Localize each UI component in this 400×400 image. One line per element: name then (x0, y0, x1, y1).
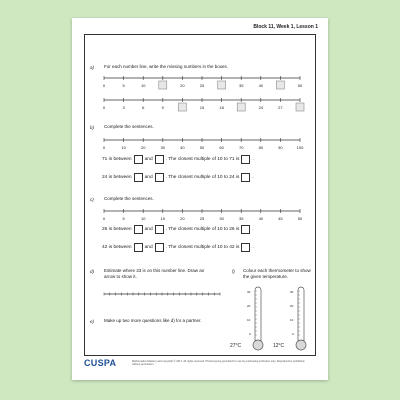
sentence-b1-end: . (252, 157, 254, 162)
tick-label: 35 (238, 216, 244, 221)
answer-box[interactable] (155, 155, 164, 164)
question-d-label: d) (90, 269, 95, 274)
question-d-text: Estimate where 33 is on this number line. Draw an arrow to show it. (104, 268, 205, 279)
sentence-c2-end: . (252, 245, 254, 250)
tick-label: 0 (102, 83, 106, 88)
thermometer-27[interactable] (244, 285, 272, 353)
sentence-b1-and: and (144, 157, 153, 162)
tick-label: 90 (278, 145, 283, 150)
tick-label: 6 (142, 105, 145, 110)
question-a-instruction: For each number line, write the missing numbers in the boxes. (104, 64, 229, 69)
sentence-c2-start: 42 is between (102, 245, 132, 250)
sentence-c1-start: 26 is between (102, 227, 132, 232)
sentence-b1-start: 71 is between (102, 157, 132, 162)
tick-label: 40 (258, 216, 264, 221)
thermometer-27-scale-30: 30 (247, 290, 251, 294)
answer-box[interactable] (241, 243, 250, 252)
sentence-b2-end: . (252, 175, 254, 180)
thermometer-27-scale-10: 10 (247, 318, 251, 322)
sentence-c2-and: and (144, 245, 153, 250)
missing-number-box[interactable] (296, 103, 304, 111)
number-line-a2 (102, 96, 302, 116)
tick-label: 3 (122, 105, 125, 110)
tick-label: 30 (160, 145, 166, 150)
sentence-b2-mid: . The closest multiple of 10 to 24 is (165, 175, 240, 180)
sentence-b2 (102, 173, 254, 182)
cusp-logo: CUSPA (84, 358, 117, 368)
missing-number-box[interactable] (178, 103, 186, 111)
number-line-d (102, 290, 222, 300)
tick-label: 30 (219, 216, 224, 221)
tick-label: 50 (297, 216, 303, 221)
tick-label: 80 (258, 145, 264, 150)
tick-label: 25 (199, 83, 205, 88)
tick-label: 35 (238, 83, 244, 88)
tick-label: 50 (297, 83, 303, 88)
tick-label: 40 (258, 83, 264, 88)
sentence-c1-mid: . The closest multiple of 10 to 26 is (165, 227, 240, 232)
answer-box[interactable] (134, 225, 143, 234)
answer-box[interactable] (155, 173, 164, 182)
question-f-text: Colour each thermometer to show the given temperature. (243, 268, 311, 279)
question-b-instruction: Complete the sentences. (104, 124, 154, 129)
thermometer-12-label: 12°C (273, 343, 285, 349)
answer-box[interactable] (241, 155, 250, 164)
tick-label: 27 (278, 105, 283, 110)
sentence-c2-mid: . The closest multiple of 10 to 42 is (165, 245, 240, 250)
thermometer-12-scale-10: 10 (290, 318, 294, 322)
answer-box[interactable] (134, 243, 143, 252)
answer-box[interactable] (155, 243, 164, 252)
tick-label: 0 (102, 216, 106, 221)
tick-label: 45 (278, 216, 283, 221)
answer-box[interactable] (241, 225, 250, 234)
sentence-c2 (102, 243, 254, 252)
tick-label: 10 (140, 216, 146, 221)
sentence-c1-end: . (252, 227, 254, 232)
number-line-a1 (102, 74, 302, 94)
tick-label: 9 (161, 105, 164, 110)
tick-label: 20 (140, 145, 146, 150)
answer-box[interactable] (241, 173, 250, 182)
answer-box[interactable] (155, 225, 164, 234)
number-line-c (102, 207, 302, 227)
tick-label: 100 (296, 145, 304, 150)
sentence-b2-and: and (144, 175, 153, 180)
tick-label: 5 (122, 83, 125, 88)
tick-label: 25 (199, 216, 205, 221)
sentence-c1 (102, 225, 254, 234)
question-b-label: b) (90, 125, 95, 130)
question-f-label: f) (232, 269, 235, 274)
thermometer-27-scale-0: 0 (249, 332, 251, 336)
tick-label: 0 (102, 145, 106, 150)
sentence-b2-start: 24 is between (102, 175, 132, 180)
answer-box[interactable] (134, 155, 143, 164)
question-e-text: Make up two more questions like d) for a partner. (104, 318, 202, 323)
tick-label: 15 (160, 216, 166, 221)
missing-number-box[interactable] (159, 81, 167, 89)
sentence-c1-and: and (144, 227, 153, 232)
thermometer-12-scale-30: 30 (290, 290, 294, 294)
thermometer-12[interactable] (287, 285, 315, 353)
missing-number-box[interactable] (218, 81, 226, 89)
sentence-b1-mid: . The closest multiple of 10 to 71 is (165, 157, 240, 162)
tick-label: 15 (199, 105, 205, 110)
tick-label: 5 (122, 216, 125, 221)
question-c-label: c) (90, 197, 94, 202)
tick-label: 60 (219, 145, 224, 150)
tick-label: 50 (199, 145, 205, 150)
lesson-header: Block 11, Week 1, Lesson 1 (253, 24, 318, 30)
number-line-b (102, 136, 302, 156)
missing-number-box[interactable] (276, 81, 284, 89)
sentence-b1 (102, 155, 254, 164)
thermometer-27-scale-20: 20 (247, 304, 251, 308)
copyright-text: Mathematics Mastery and copyright © 2017. All rights reserved. Photocopying permitted for use by purchasing institution only. Reproduction prohibited without permission. (132, 360, 305, 367)
thermometer-27-label: 27°C (230, 343, 242, 349)
missing-number-box[interactable] (237, 103, 245, 111)
tick-label: 10 (121, 145, 126, 150)
question-e-label: e) (90, 319, 95, 324)
answer-box[interactable] (134, 173, 143, 182)
tick-label: 70 (238, 145, 244, 150)
tick-label: 20 (180, 83, 185, 88)
tick-label: 24 (258, 105, 264, 110)
thermometer-12-scale-20: 20 (290, 304, 294, 308)
tick-label: 10 (140, 83, 146, 88)
thermometer-12-scale-0: 0 (292, 332, 294, 336)
tick-label: 40 (180, 145, 185, 150)
tick-label: 0 (102, 105, 106, 110)
question-c-instruction: Complete the sentences. (104, 196, 154, 201)
question-a-label: a) (90, 65, 95, 70)
tick-label: 20 (180, 216, 185, 221)
worksheet (72, 18, 328, 380)
tick-label: 18 (219, 105, 224, 110)
